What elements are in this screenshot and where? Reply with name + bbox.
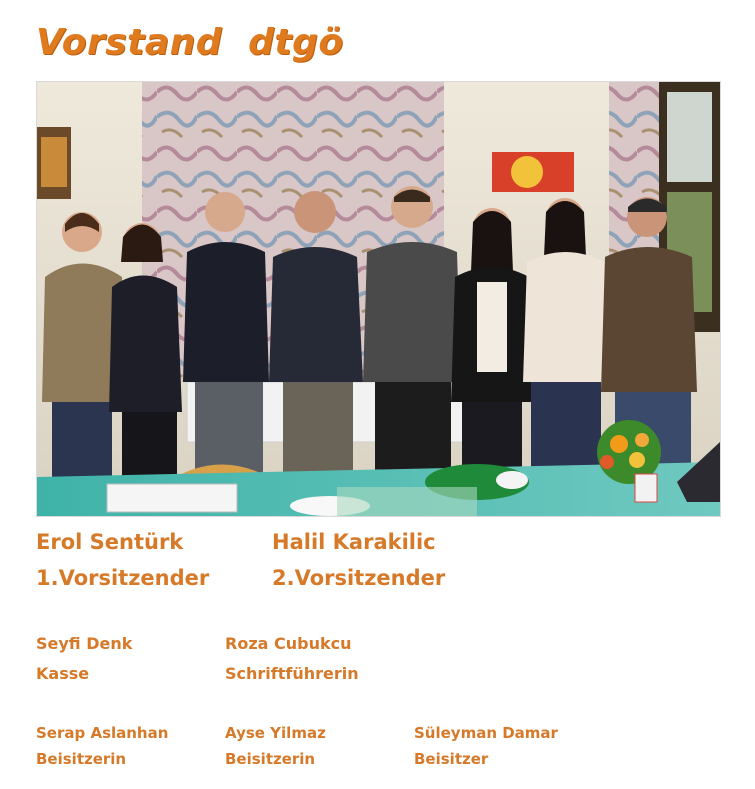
group-photo: [36, 81, 721, 517]
assessor-2-name: Ayse Yilmaz: [225, 724, 326, 742]
chair-1-role: 1.Vorsitzender: [36, 566, 210, 590]
officer-1-role: Kasse: [36, 664, 90, 683]
assessor-1-role: Beisitzerin: [36, 750, 127, 768]
page-title: Vorstand dtgö: [36, 22, 344, 63]
assessor-1-name: Serap Aslanhan: [36, 724, 169, 742]
chair-2-name: Halil Karakilic: [272, 530, 436, 554]
officer-1-name: Seyfi Denk: [36, 634, 133, 653]
assessor-3-name: Süleyman Damar: [414, 724, 558, 742]
assessor-2-role: Beisitzerin: [225, 750, 316, 768]
officer-2-name: Roza Cubukcu: [225, 634, 352, 653]
chair-2-role: 2.Vorsitzender: [272, 566, 446, 590]
assessor-3-role: Beisitzer: [414, 750, 489, 768]
officer-2-role: Schriftführerin: [225, 664, 359, 683]
chair-1-name: Erol Sentürk: [36, 530, 184, 554]
